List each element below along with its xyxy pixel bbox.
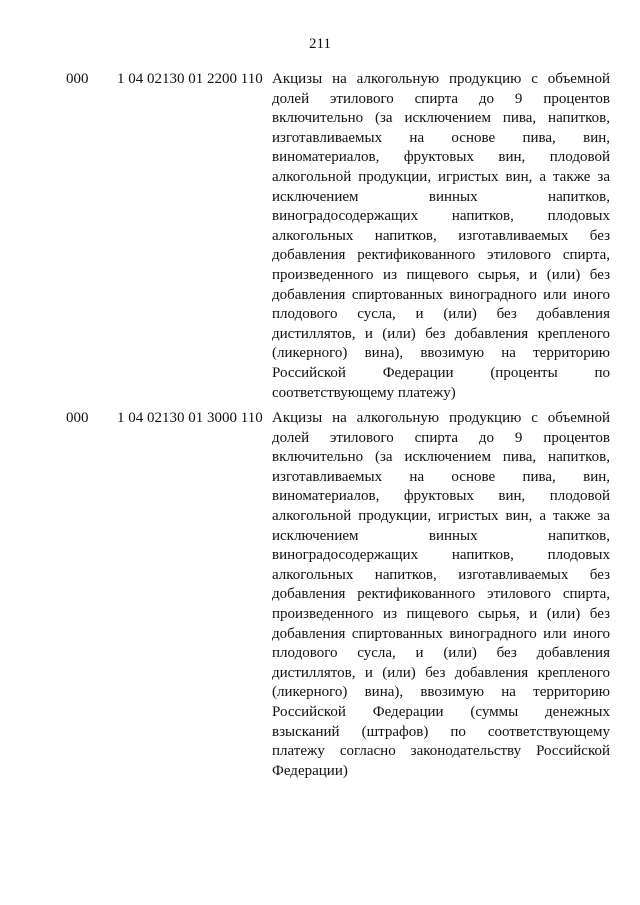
administrator-code: 000 — [66, 410, 89, 426]
administrator-code: 000 — [66, 71, 89, 87]
budget-classification-code: 1 04 02130 01 2200 110 — [117, 71, 263, 87]
page-number: 211 — [309, 36, 331, 52]
revenue-description: Акцизы на алкогольную продукцию с объемной долей этилового спирта до 9 процентов включительно (за исключением пива, напитков, изготавливаемых на основе пива, вин, виноматериалов, фруктовых вин, плодовой алкогольной продукции, игристых вин, а также за исключением винных напитков, виноградосодержащих напитков, плодовых алкогольных напитков, изготавливаемых без добавления ректификованного этилового спирта, произведенного из пищевого сырья, и (или) без добавления спиртованных виноградного или иного плодового сусла, и (или) без добавления дистиллятов, и (или) без добавления крепленого (ликерного) вина), ввозимую на территорию Российской Федерации (суммы денежных взысканий (штрафов) по соответствующему платежу согласно законодательству Российской Федерации) — [272, 410, 610, 779]
budget-classification-code: 1 04 02130 01 3000 110 — [117, 410, 263, 426]
revenue-description: Акцизы на алкогольную продукцию с объемной долей этилового спирта до 9 процентов включительно (за исключением пива, напитков, изготавливаемых на основе пива, вин, виноматериалов, фруктовых вин, плодовой алкогольной продукции, игристых вин, а также за исключением винных напитков, виноградосодержащих напитков, плодовых алкогольных напитков, изготавливаемых без добавления ректификованного этилового спирта, произведенного из пищевого сырья, и (или) без добавления спиртованных виноградного или иного плодового сусла, и (или) без добавления дистиллятов, и (или) без добавления крепленого (ликерного) вина), ввозимую на территорию Российской Федерации (проценты по соответствующему платежу) — [272, 71, 610, 401]
